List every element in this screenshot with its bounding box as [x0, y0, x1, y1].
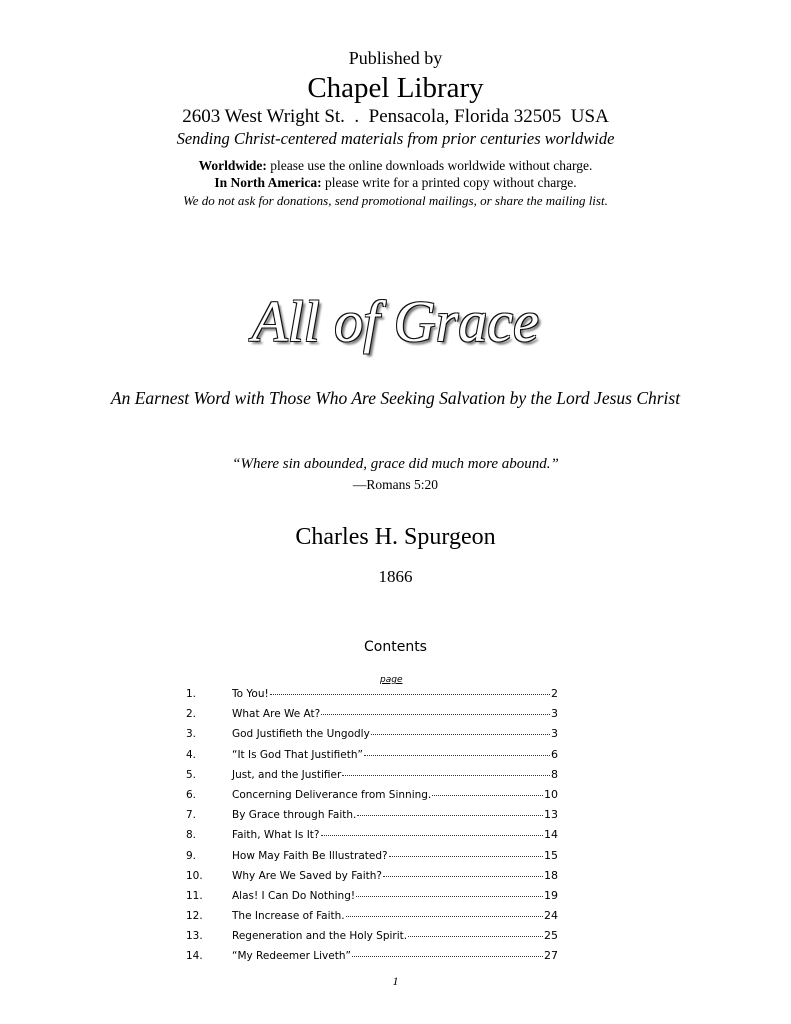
toc-entry[interactable] — [186, 788, 558, 808]
worldwide-notice — [0, 158, 791, 174]
toc-entry-page: 13 — [544, 808, 558, 822]
page-number: 1 — [392, 974, 399, 988]
toc-entry[interactable] — [186, 909, 558, 929]
epigraph: “Where sin abounded, grace did much more abound.” — [232, 456, 559, 472]
toc-leader-dots — [321, 714, 550, 715]
contents-heading: Contents — [364, 639, 427, 655]
toc-entry-page: 10 — [544, 787, 558, 801]
toc-leader-dots — [342, 775, 550, 776]
toc-leader-dots — [352, 956, 543, 957]
toc-entry[interactable] — [186, 707, 558, 727]
toc-entry[interactable] — [186, 768, 558, 788]
worldwide-label: Worldwide: — [198, 158, 267, 173]
toc-entry-page: 24 — [544, 909, 558, 923]
toc-entry-title: How May Faith Be Illustrated? — [232, 849, 388, 862]
publisher-name: Chapel Library — [307, 72, 484, 104]
toc-entry-title: Concerning Deliverance from Sinning. — [232, 788, 432, 801]
table-of-contents — [186, 687, 558, 970]
toc-entry-number: 4. — [186, 748, 197, 761]
toc-entry-title: Regeneration and the Holy Spirit. — [232, 930, 408, 943]
toc-leader-dots — [356, 896, 543, 897]
toc-entry-number: 8. — [186, 829, 197, 842]
toc-entry-number: 7. — [186, 809, 197, 822]
publisher-address: 2603 West Wright St. . Pensacola, Florida 32505 USA — [182, 106, 609, 127]
toc-entry-page: 8 — [551, 767, 558, 781]
toc-leader-dots — [408, 936, 543, 937]
toc-entry-page: 2 — [551, 687, 558, 700]
toc-entry[interactable] — [186, 748, 558, 768]
toc-entry[interactable] — [186, 889, 558, 909]
toc-entry-number: 5. — [186, 768, 197, 781]
toc-entry-title: The Increase of Faith. — [232, 910, 345, 923]
book-subtitle: An Earnest Word with Those Who Are Seeking Salvation by the Lord Jesus Christ — [110, 388, 681, 408]
toc-entry-page: 18 — [544, 868, 558, 882]
toc-entry[interactable] — [186, 949, 558, 969]
toc-entry-number: 9. — [186, 849, 197, 862]
toc-leader-dots — [346, 916, 543, 917]
toc-leader-dots — [270, 694, 550, 695]
page-column-label: page — [380, 675, 403, 685]
toc-leader-dots — [389, 856, 543, 857]
toc-entry-number: 2. — [186, 708, 197, 721]
toc-entry-title: “It Is God That Justifieth” — [232, 748, 363, 761]
toc-entry-page: 3 — [551, 727, 558, 741]
toc-entry-number: 14. — [186, 950, 203, 963]
toc-leader-dots — [432, 795, 543, 796]
toc-entry[interactable] — [186, 808, 558, 828]
toc-entry-page: 14 — [544, 828, 558, 842]
toc-entry-page: 6 — [551, 747, 558, 761]
author-name: Charles H. Spurgeon — [295, 524, 496, 550]
toc-entry-number: 12. — [186, 910, 203, 923]
toc-entry-title: What Are We At? — [232, 708, 321, 721]
toc-entry[interactable] — [186, 727, 558, 747]
toc-entry-number: 10. — [186, 869, 203, 882]
toc-entry[interactable] — [186, 869, 558, 889]
mailing-disclaimer: We do not ask for donations, send promotional mailings, or share the mailing list. — [183, 193, 608, 208]
worldwide-text: please use the online downloads worldwide without charge. — [266, 158, 593, 173]
toc-entry[interactable] — [186, 849, 558, 869]
toc-entry-number: 11. — [186, 889, 203, 902]
toc-entry-page: 27 — [544, 949, 558, 963]
book-title: All of Grace — [252, 289, 539, 354]
toc-entry[interactable] — [186, 828, 558, 848]
toc-entry-number: 3. — [186, 728, 197, 741]
toc-entry-title: God Justifieth the Ungodly — [232, 728, 370, 741]
toc-entry-title: Faith, What Is It? — [232, 829, 320, 842]
north-america-notice — [0, 175, 791, 191]
toc-entry-page: 3 — [551, 707, 558, 721]
north-america-label: In North America: — [214, 175, 322, 190]
toc-leader-dots — [383, 876, 543, 877]
toc-entry-title: “My Redeemer Liveth” — [232, 950, 351, 963]
toc-entry-number: 1. — [186, 688, 197, 700]
published-by: Published by — [348, 48, 443, 68]
toc-leader-dots — [321, 835, 544, 836]
toc-leader-dots — [371, 734, 550, 735]
toc-leader-dots — [364, 755, 550, 756]
toc-entry-title: Why Are We Saved by Faith? — [232, 869, 382, 882]
toc-leader-dots — [357, 815, 543, 816]
epigraph-reference: —Romans 5:20 — [352, 477, 439, 492]
publisher-tagline: Sending Christ-centered materials from prior centuries worldwide — [176, 129, 615, 148]
toc-entry-page: 15 — [544, 848, 558, 862]
toc-entry-title: Just, and the Justifier — [232, 768, 342, 781]
toc-entry[interactable] — [186, 929, 558, 949]
toc-entry-number: 6. — [186, 788, 197, 801]
toc-entry[interactable] — [186, 687, 558, 707]
north-america-text: please write for a printed copy without charge. — [321, 175, 577, 190]
toc-entry-page: 19 — [544, 888, 558, 902]
toc-entry-number: 13. — [186, 930, 203, 943]
toc-entry-page: 25 — [544, 929, 558, 943]
toc-entry-title: To You! — [232, 688, 269, 700]
toc-entry-title: By Grace through Faith. — [232, 809, 357, 822]
toc-entry-title: Alas! I Can Do Nothing! — [232, 889, 356, 902]
publication-year: 1866 — [378, 567, 413, 586]
